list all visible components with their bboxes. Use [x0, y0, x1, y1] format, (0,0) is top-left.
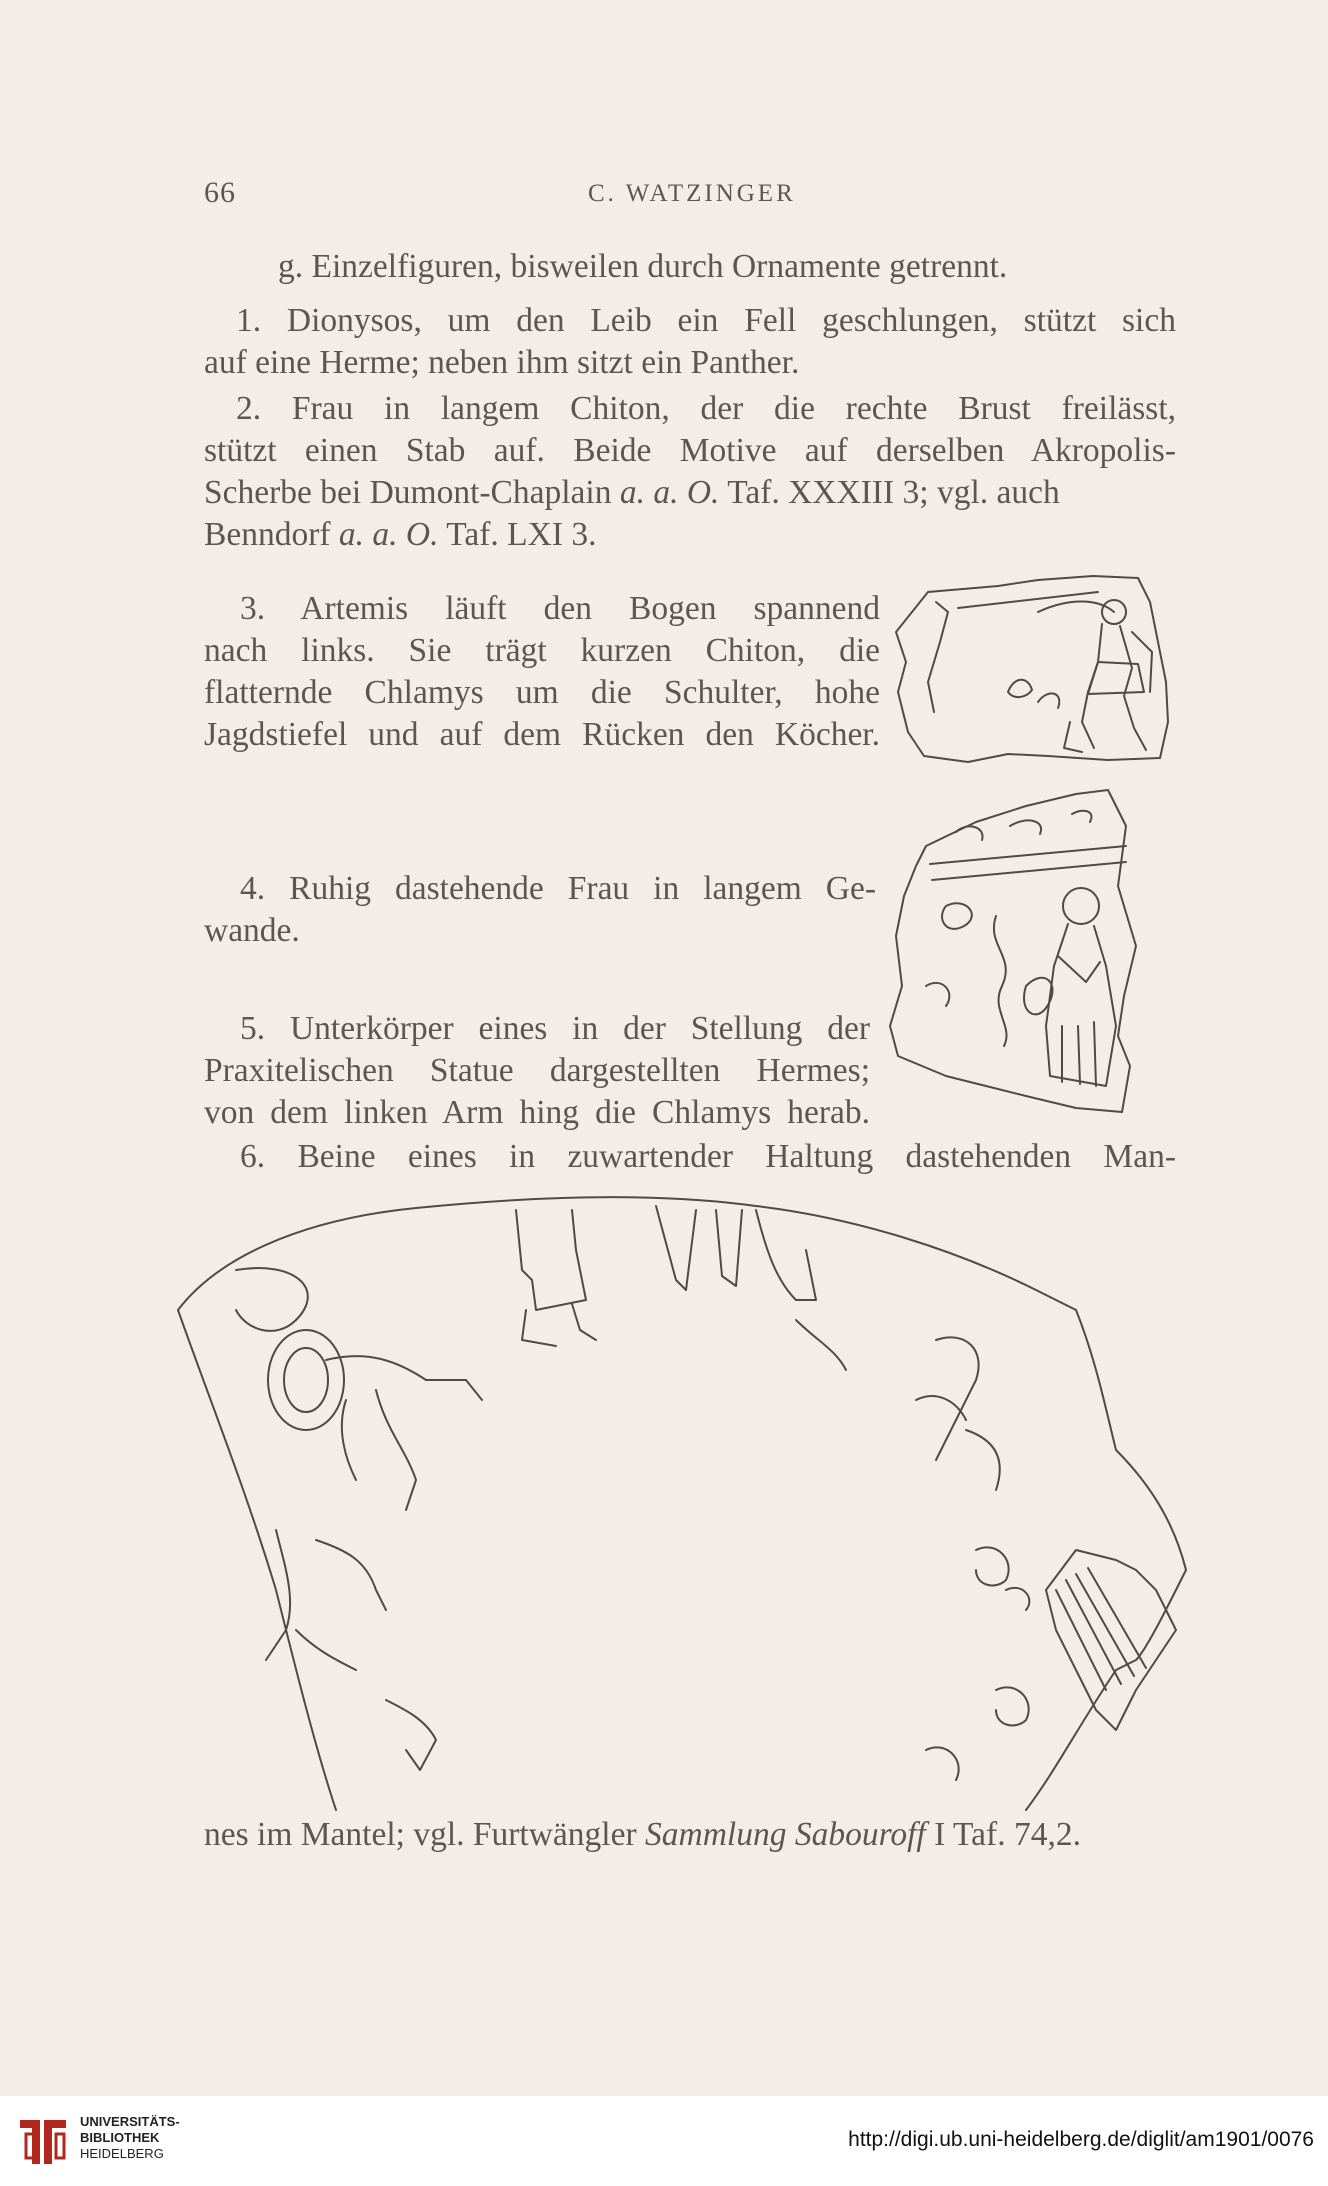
text-line-p1-1: 1. Dionysos, um den Leib ein Fell geschlungen, stützt sich	[236, 302, 1176, 339]
library-logo-icon	[12, 2112, 74, 2172]
text-line-p4-1: 4. Ruhig dastehende Frau in langem Ge-	[240, 870, 876, 907]
plate-fragment-drawing	[176, 1190, 1206, 1830]
woman-fragment-drawing	[886, 786, 1146, 1116]
source-url-link[interactable]: http://digi.ub.uni-heidelberg.de/diglit/am1901/0076	[848, 2128, 1314, 2151]
text-line-p6-2: nes im Mantel; vgl. Furtwängler Sammlung Sabouroff I Taf. 74,2.	[204, 1816, 1081, 1853]
text-line-p1-2: auf eine Herme; neben ihm sitzt ein Panther.	[204, 344, 800, 381]
text-line-p2-3: Scherbe bei Dumont-Chaplain a. a. O. Taf. XXXIII 3; vgl. auch	[204, 474, 1060, 511]
text-line-p2-4: Benndorf a. a. O. Taf. LXI 3.	[204, 516, 597, 553]
text-line-p3-3: flatternde Chlamys um die Schulter, hohe	[204, 674, 880, 711]
page-number: 66	[204, 176, 236, 209]
text-line-p5-1: 5. Unterkörper eines in der Stellung der	[240, 1010, 870, 1047]
running-title: C. WATZINGER	[588, 180, 796, 207]
text-line-p5-3: von dem linken Arm hing die Chlamys herab.	[204, 1094, 870, 1131]
text-line-p3-2: nach links. Sie trägt kurzen Chiton, die	[204, 632, 880, 669]
text-line-g: g. Einzelfiguren, bisweilen durch Ornamente getrennt.	[278, 248, 1008, 285]
text-line-p6-1: 6. Beine eines in zuwartender Haltung dastehenden Man-	[240, 1138, 1176, 1175]
text-line-p3-1: 3. Artemis läuft den Bogen spannend	[240, 590, 880, 627]
text-line-p2-2: stützt einen Stab auf. Beide Motive auf derselben Akropolis-	[204, 432, 1176, 469]
text-line-p4-2: wande.	[204, 912, 300, 949]
text-line-p3-4: Jagdstiefel und auf dem Rücken den Köcher.	[204, 716, 880, 753]
text-line-p2-1: 2. Frau in langem Chiton, der die rechte Brust freilässt,	[236, 390, 1176, 427]
artemis-fragment-drawing	[888, 572, 1178, 772]
text-line-p5-2: Praxitelischen Statue dargestellten Hermes;	[204, 1052, 870, 1089]
library-name: UNIVERSITÄTS- BIBLIOTHEK HEIDELBERG	[80, 2114, 180, 2161]
